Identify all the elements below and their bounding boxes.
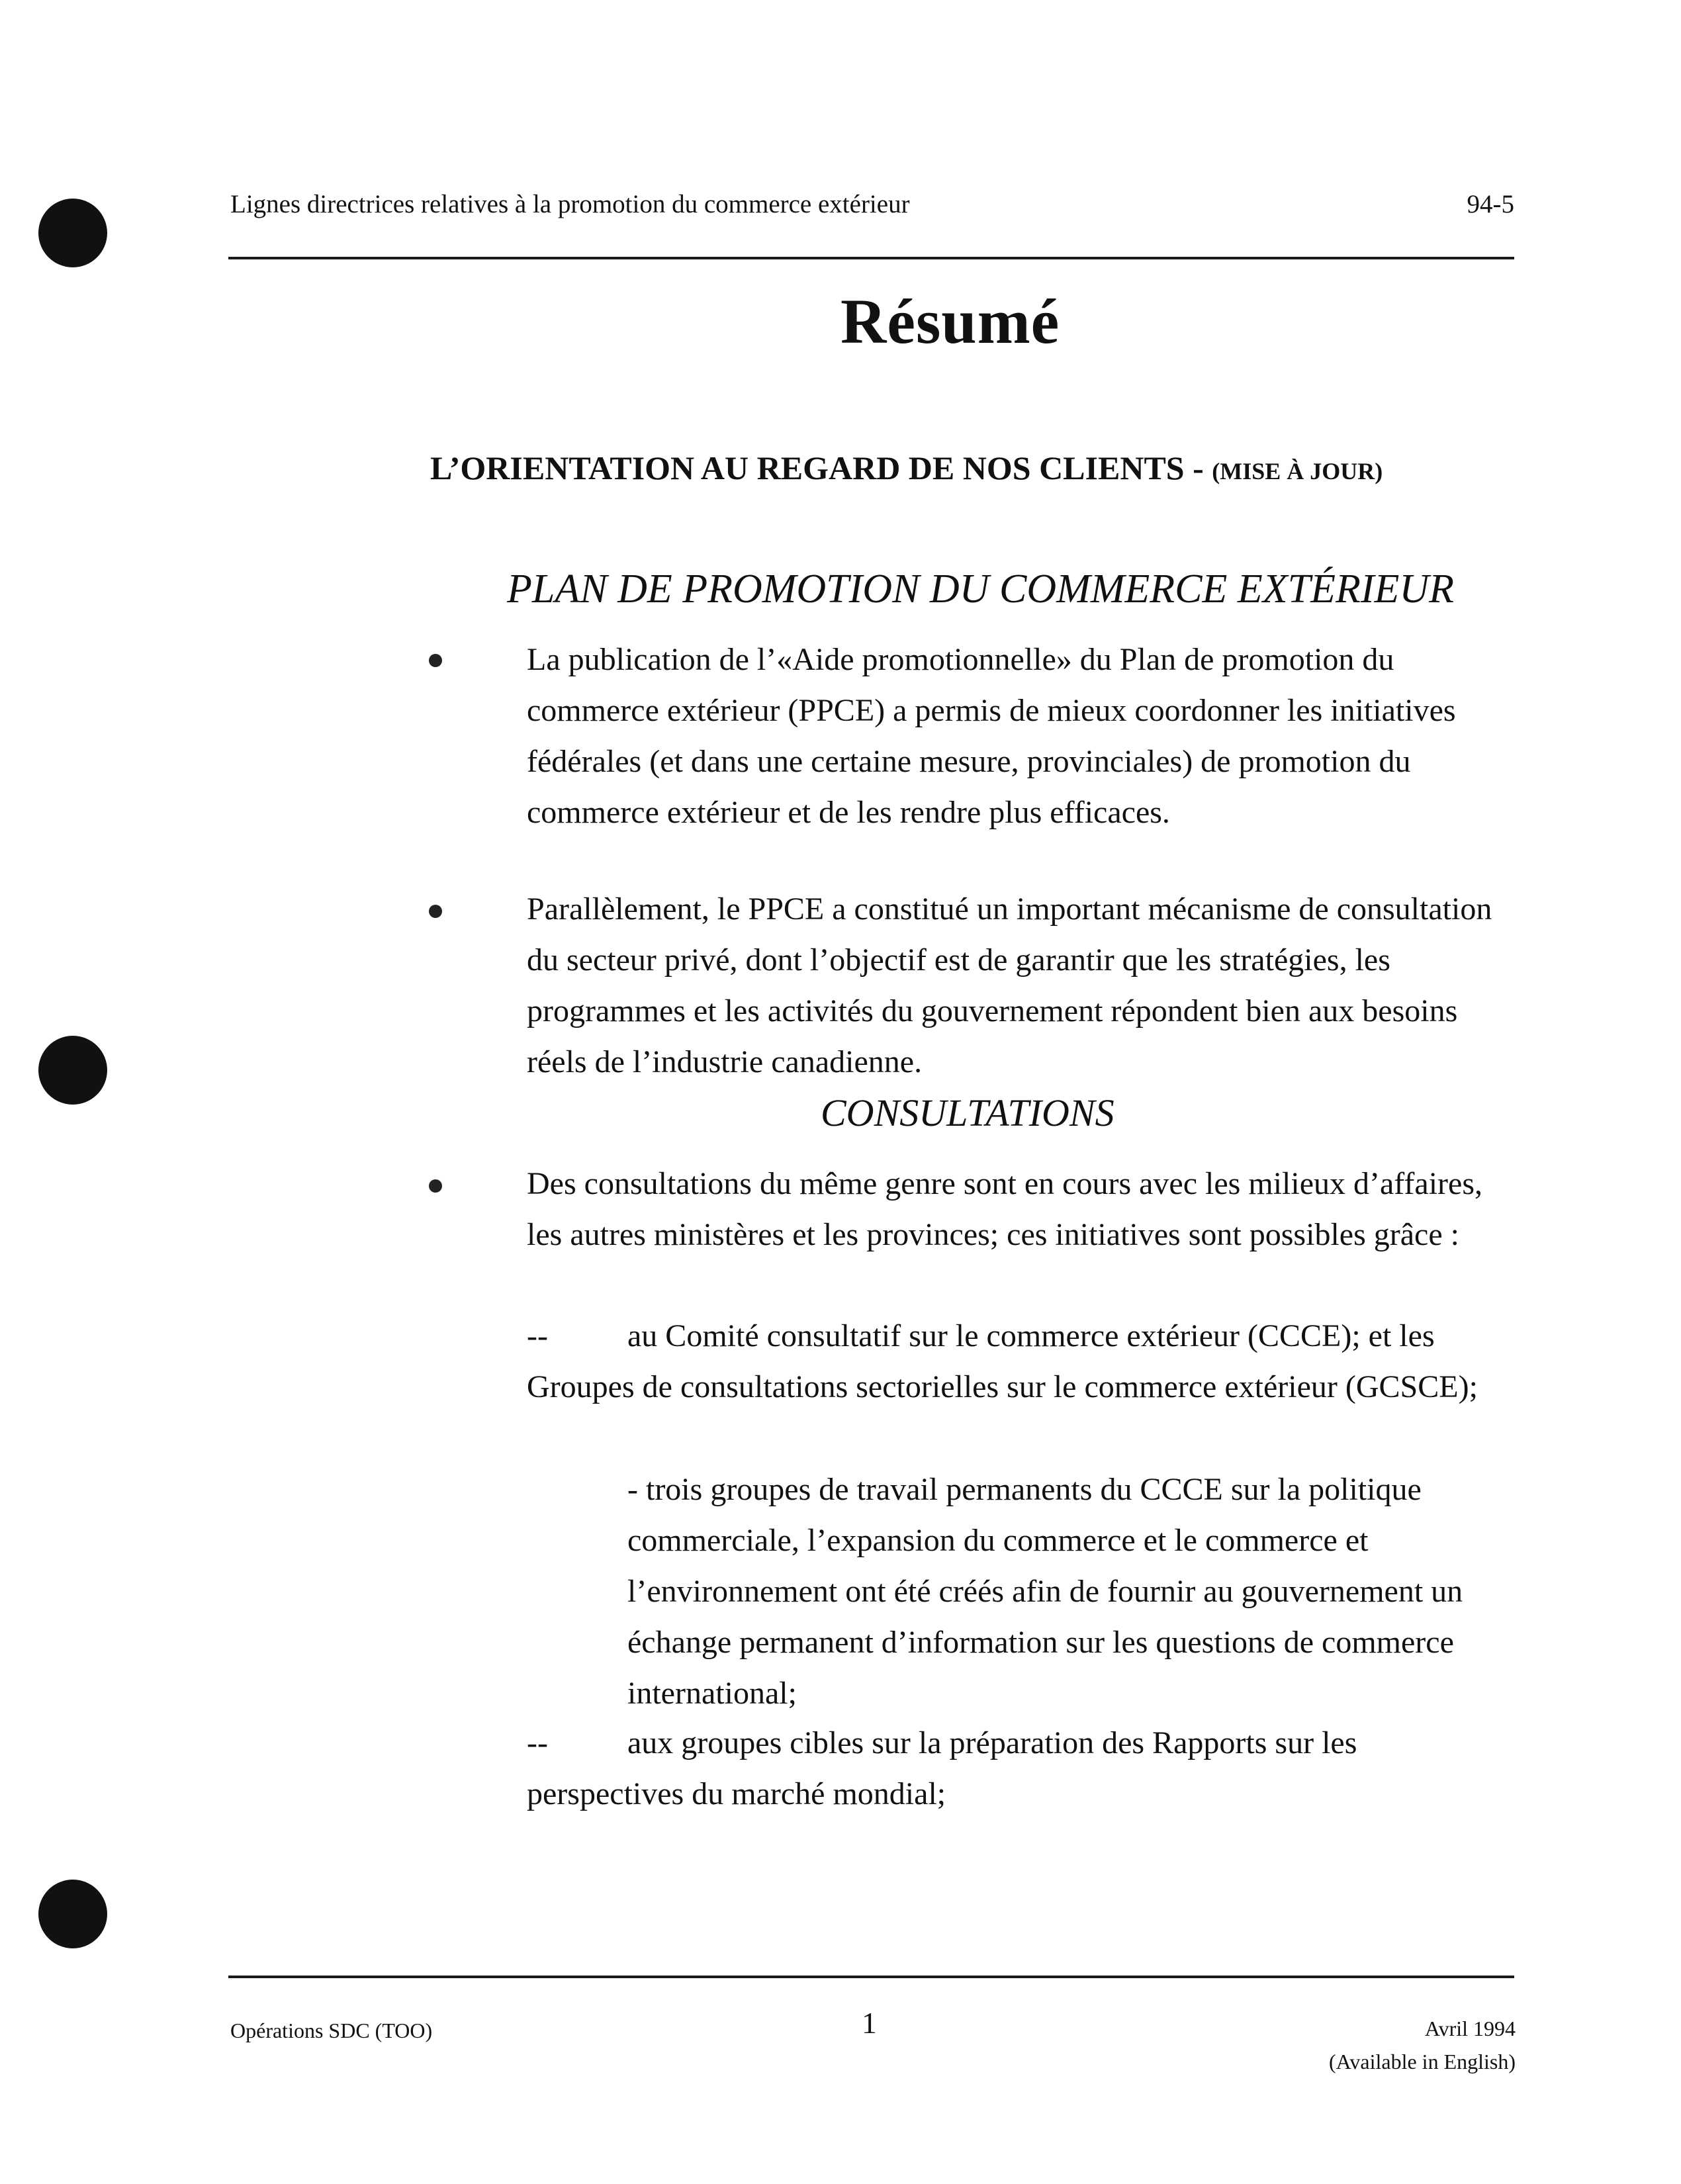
paragraph-private-sector: Parallèlement, le PPCE a constitué un important mécanisme de consultation du secteur privé, dont l’objectif est de garantir que les stratégies, les programmes et les activités du gouvernement répondent bien aux besoins réels de l’industrie canadienne. [527, 891, 1492, 1079]
section-heading-main: L’ORIENTATION AU REGARD DE NOS CLIENTS - [430, 449, 1212, 486]
paragraph-consultations: Des consultations du même genre sont en cours avec les milieux d’affaires, les autres ministères et les provinces; ces initiatives sont possibles grâce : [527, 1166, 1483, 1252]
dash-marker: -- [527, 1725, 548, 1760]
page-number: 1 [862, 2006, 877, 2040]
punch-hole-middle [38, 1036, 107, 1105]
footer-department: Opérations SDC (TOO) [230, 2019, 433, 2042]
bullet-marker [429, 654, 442, 667]
punch-hole-bottom [38, 1880, 107, 1948]
bullet-marker [429, 905, 442, 918]
footer-date-block [1329, 2012, 1516, 2078]
page-title: Résumé [840, 286, 1060, 357]
section-heading-tag: (MISE À JOUR) [1212, 458, 1383, 484]
section-number: 94-5 [1467, 190, 1514, 218]
paragraph-promotional-aid: La publication de l’«Aide promotionnelle» du Plan de promotion du commerce extérieur (PPCE) a permis de mieux coordonner les initiatives fédérales (et dans une certaine mesure, provinciales) de promotion du commerce extérieur et de les rendre plus efficaces. [527, 642, 1456, 830]
list-item-text: au Comité consultatif sur le commerce extérieur (CCCE); et les Groupes de consultations sectorielles sur le commerce extérieur (GCSCE); [527, 1318, 1478, 1404]
bullet-marker [429, 1179, 442, 1193]
list-item-text: aux groupes cibles sur la préparation des Rapports sur les perspectives du marché mondial; [527, 1725, 1357, 1811]
list-item-focus-groups [527, 1717, 1506, 1819]
header-rule [228, 257, 1514, 259]
list-item-ccce [527, 1310, 1506, 1412]
running-header: Lignes directrices relatives à la promotion du commerce extérieur [230, 190, 910, 218]
dash-marker: -- [527, 1318, 548, 1353]
subheading-consultations: CONSULTATIONS [821, 1091, 1114, 1134]
footer-language-note: (Available in English) [1329, 2050, 1516, 2073]
footer-rule [228, 1976, 1514, 1978]
section-heading [430, 449, 1383, 487]
punch-hole-top [38, 199, 107, 267]
footer-date: Avril 1994 [1424, 2017, 1516, 2040]
subheading-plan: PLAN DE PROMOTION DU COMMERCE EXTÉRIEUR [507, 567, 1454, 612]
sub-item-working-groups: - trois groupes de travail permanents du CCCE sur la politique commerciale, l’expansion du commerce et le commerce et l’environnement ont été créés afin de fournir au gouvernement un échange permanent d’information sur les questions de commerce international; [627, 1472, 1463, 1711]
